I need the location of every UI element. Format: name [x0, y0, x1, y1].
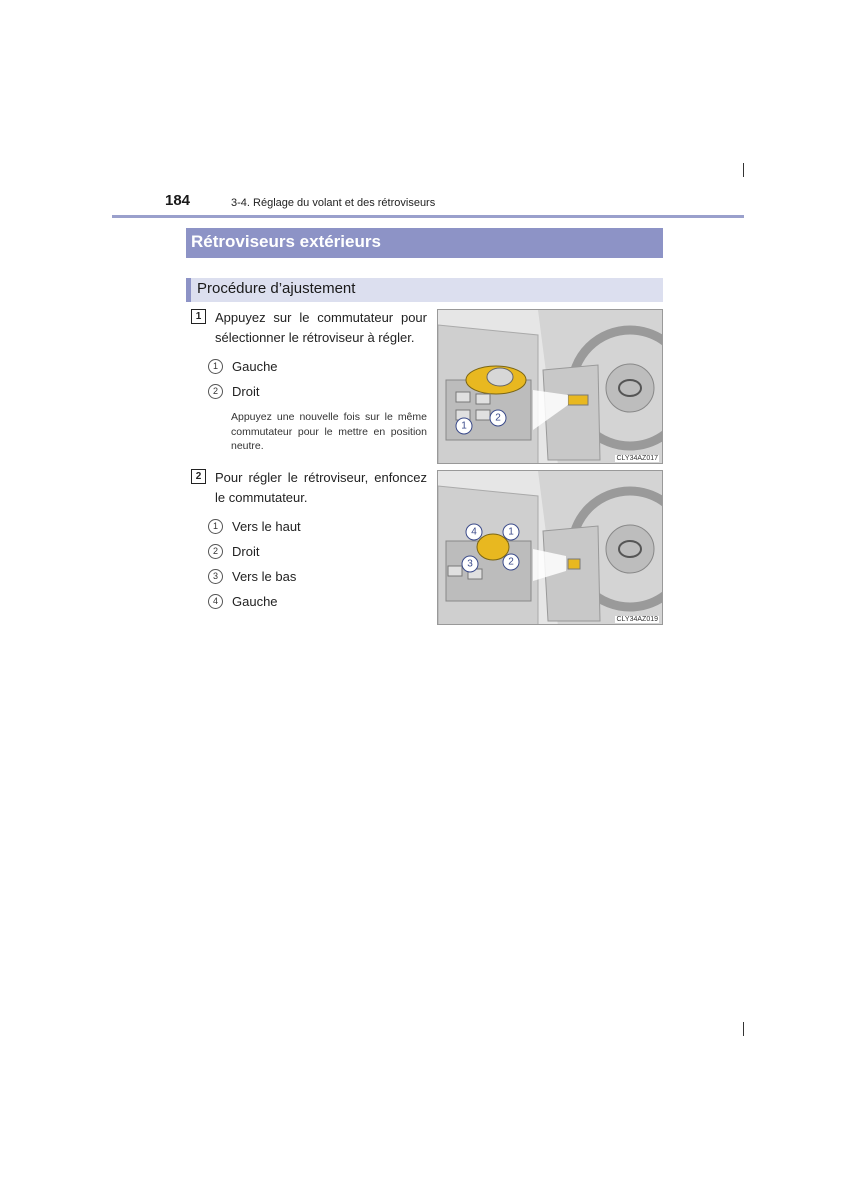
list-item — [208, 354, 427, 379]
subsection-title: Procédure d’ajustement — [186, 278, 663, 302]
item-label: Vers le bas — [232, 569, 297, 584]
circled-number: 3 — [208, 569, 223, 584]
list-item — [208, 564, 427, 589]
page-number: 184 — [165, 192, 191, 209]
section-title: Rétroviseurs extérieurs — [186, 228, 663, 258]
item-label: Gauche — [232, 594, 278, 609]
list-item — [208, 539, 427, 564]
figure-mirror-select — [437, 309, 663, 464]
callout-label: 2 — [508, 556, 514, 568]
circled-number: 1 — [208, 359, 223, 374]
figure-code: CLY34AZ017 — [616, 455, 658, 462]
item-label: Droit — [232, 384, 260, 399]
item-list — [208, 514, 427, 614]
crop-mark-top — [743, 163, 744, 177]
crop-mark-bottom — [743, 1022, 744, 1036]
list-item — [208, 514, 427, 539]
circled-number: 2 — [208, 544, 223, 559]
callout-label: 3 — [467, 558, 473, 570]
circled-number: 2 — [208, 384, 223, 399]
step-text: Pour régler le rétroviseur, enfoncez le commutateur. — [215, 470, 427, 505]
mirror-switch-illustration — [438, 310, 663, 464]
list-item — [208, 589, 427, 614]
callout-label: 1 — [508, 526, 514, 538]
step-1 — [191, 308, 427, 454]
callout-label: 2 — [495, 412, 501, 424]
item-label: Droit — [232, 544, 260, 559]
circled-number: 4 — [208, 594, 223, 609]
step-note: Appuyez une nouvelle fois sur le même commutateur pour le mettre en position neutre. — [231, 411, 427, 452]
callout-label: 4 — [471, 526, 477, 538]
section-path: 3-4. Réglage du volant et des rétroviseurs — [231, 197, 436, 209]
figure-mirror-adjust — [437, 470, 663, 625]
item-list — [208, 354, 427, 404]
figure-code: CLY34AZ019 — [616, 616, 658, 623]
mirror-switch-adjust-illustration — [438, 471, 663, 625]
step-2 — [191, 468, 427, 614]
list-item — [208, 379, 427, 404]
item-label: Gauche — [232, 359, 278, 374]
circled-number: 1 — [208, 519, 223, 534]
step-number: 1 — [191, 309, 206, 324]
header-rule — [112, 215, 744, 218]
callout-label: 1 — [461, 420, 467, 432]
step-number: 2 — [191, 469, 206, 484]
item-label: Vers le haut — [232, 519, 301, 534]
step-text: Appuyez sur le commutateur pour sélectionner le rétroviseur à régler. — [215, 310, 427, 345]
